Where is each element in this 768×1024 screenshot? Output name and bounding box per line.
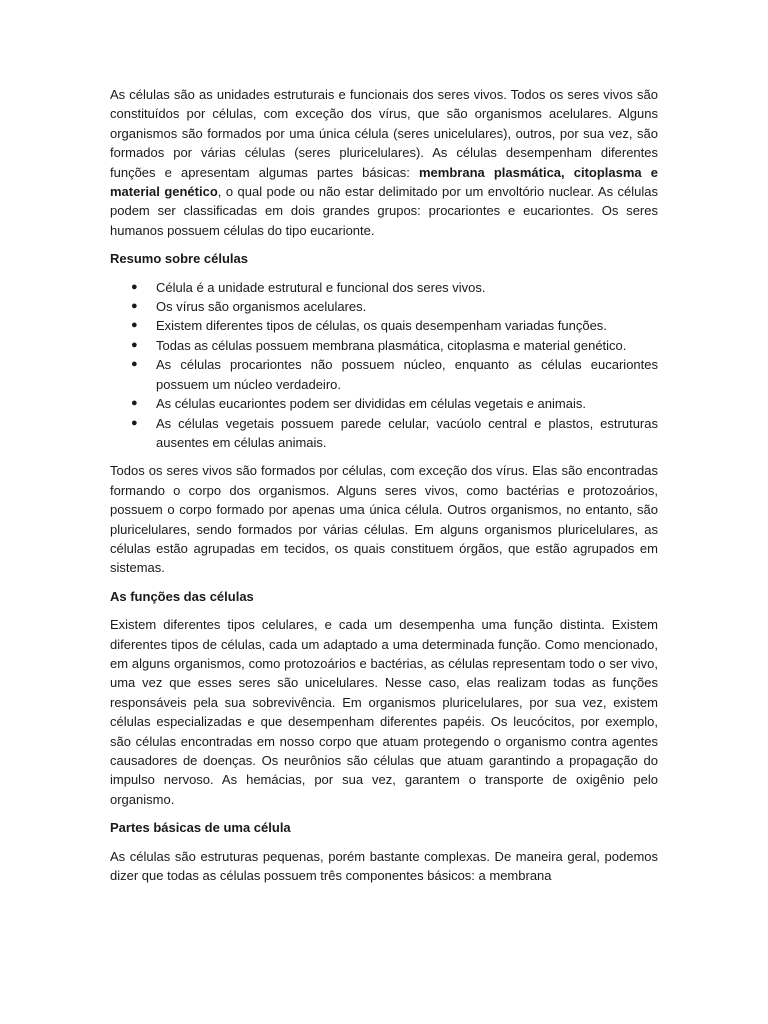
- funcoes-paragraph: Existem diferentes tipos celulares, e cada um desempenha uma função distinta. Existem diferentes tipos de células, cada um adaptado a uma determinada função. Como mencionado, em alguns organismos, como protozoários e bactérias, as células representam todo o ser vivo, uma vez que esses seres são unicelulares. Nesse caso, elas realizam todas as funções responsáveis pela sua sobrevivência. Em organismos pluricelulares, por sua vez, existem células especializadas e que desempenham diferentes papéis. Os leucócitos, por exemplo, são células encontradas em nosso corpo que atuam protegendo o organismo contra agentes causadores de doenças. Os neurônios são células que atuam garantindo a propagação do impulso nervoso. As hemácias, por sua vez, garantem o transporte de oxigênio pelo organismo.: [110, 617, 658, 807]
- partes-paragraph: As células são estruturas pequenas, porém bastante complexas. De maneira geral, podemos dizer que todas as células possuem três componentes básicos: a membrana: [110, 848, 658, 884]
- list-item: [131, 355, 658, 394]
- funcoes-heading: As funções das células: [110, 588, 254, 604]
- list-item: [131, 394, 658, 413]
- document-page: [110, 85, 658, 894]
- intro-text-start: As células são as unidades estruturais e funcionais dos seres vivos. Todos os seres vivos são constituídos por células, com exceção dos vírus, que são organismos acelulares. Alguns organismos são formados por uma única célula (seres unicelulares), outros, por sua vez, são formados por várias células (seres pluricelulares). As células desempenham diferentes funções e apresentam algumas partes básicas:: [110, 87, 658, 180]
- bullet-icon: ●: [131, 280, 138, 293]
- bullet-icon: ●: [131, 319, 138, 332]
- intro-paragraph: [110, 85, 658, 240]
- bullet-icon: ●: [131, 300, 138, 313]
- list-item-text: Todas as células possuem membrana plasmática, citoplasma e material genético.: [156, 337, 627, 353]
- list-item-text: As células vegetais possuem parede celular, vacúolo central e plastos, estruturas ausentes em células animais.: [156, 415, 658, 450]
- intro-text-end: , o qual pode ou não estar delimitado por um envoltório nuclear. As células podem ser classificadas em dois grandes grupos: procariontes e eucariontes. Os seres humanos possuem células do tipo eucarionte.: [110, 184, 658, 238]
- list-item: [131, 297, 658, 316]
- partes-heading: Partes básicas de uma célula: [110, 820, 291, 836]
- bullet-icon: ●: [131, 416, 138, 429]
- bullet-icon: ●: [131, 397, 138, 410]
- resumo-heading: Resumo sobre células: [110, 251, 248, 267]
- list-item-text: Existem diferentes tipos de células, os quais desempenham variadas funções.: [156, 318, 607, 334]
- resumo-list: [110, 278, 658, 453]
- list-item: [131, 336, 658, 355]
- list-item: [131, 278, 658, 297]
- bullet-icon: ●: [131, 338, 138, 351]
- list-item-text: Célula é a unidade estrutural e funcional dos seres vivos.: [156, 279, 486, 295]
- bullet-icon: ●: [131, 358, 138, 371]
- list-item: [131, 414, 658, 453]
- body-paragraph-seres-vivos: Todos os seres vivos são formados por células, com exceção dos vírus. Elas são encontradas formando o corpo dos organismos. Alguns seres vivos, como bactérias e protozoários, possuem o corpo formado por apenas uma única célula. Outros organismos, no entanto, são pluricelulares, sendo formados por várias células. Em alguns organismos pluricelulares, as células estão agrupadas em tecidos, os quais constituem órgãos, que estão agrupados em sistemas.: [110, 463, 658, 576]
- list-item: [131, 316, 658, 335]
- list-item-text: As células eucariontes podem ser divididas em células vegetais e animais.: [156, 396, 586, 412]
- list-item-text: As células procariontes não possuem núcleo, enquanto as células eucariontes possuem um núcleo verdadeiro.: [156, 357, 658, 392]
- list-item-text: Os vírus são organismos acelulares.: [156, 299, 367, 315]
- intro-bold-parts: membrana plasmática, citoplasma e material genético: [110, 164, 658, 200]
